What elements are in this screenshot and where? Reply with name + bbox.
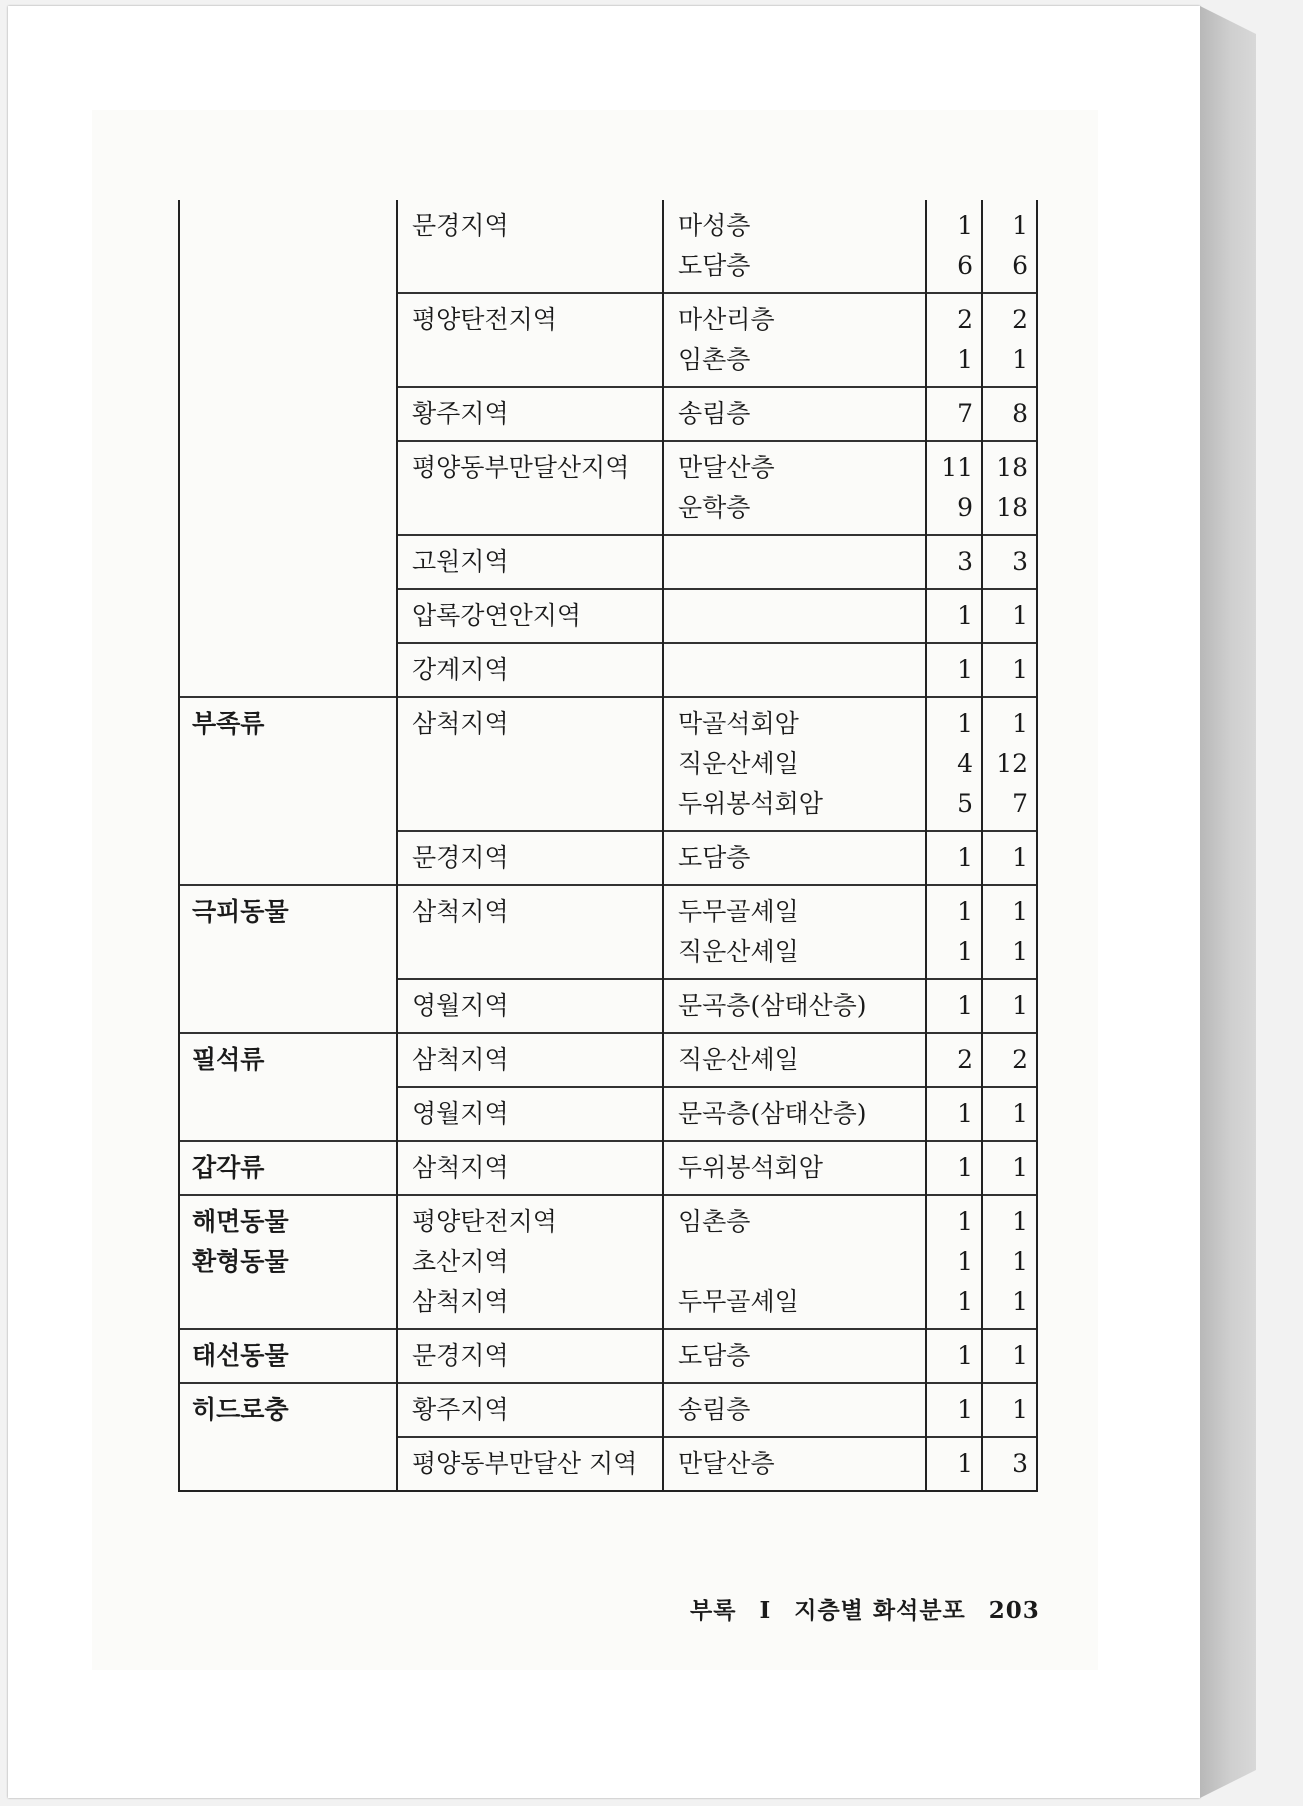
formation-cell-line: 두무골셰일 — [678, 1287, 799, 1316]
group-cell-line: 해면동물 — [192, 1207, 289, 1236]
region-cell-line: 고원지역 — [412, 547, 509, 576]
count-genera-cell-line: 1 — [957, 1099, 973, 1128]
count-genera-cell-line: 1 — [957, 1153, 973, 1182]
count-genera-cell — [926, 1087, 982, 1141]
formation-cell-line: 두무골셰일 — [678, 897, 799, 926]
count-genera-cell-line: 1 — [957, 991, 973, 1020]
page-number: 203 — [988, 1597, 1040, 1624]
count-genera-cell-line: 1 — [957, 211, 973, 240]
table-row — [179, 535, 1037, 589]
group-cell-line — [192, 595, 396, 635]
group-cell-line: 태선동물 — [192, 1341, 289, 1370]
group-cell — [179, 1329, 397, 1383]
formation-cell-line: 임촌층 — [678, 345, 751, 374]
count-genera-cell — [926, 885, 982, 979]
formation-cell-line: 두위봉석회암 — [678, 789, 823, 818]
count-species-cell-line: 1 — [1012, 991, 1028, 1020]
count-species-cell-line: 1 — [1012, 709, 1028, 738]
table-row — [179, 200, 1037, 293]
count-genera-cell-line: 6 — [957, 251, 973, 280]
count-species-cell-line: 18 — [996, 493, 1028, 522]
count-species-cell-line: 1 — [1012, 345, 1028, 374]
count-species-cell-line: 7 — [1012, 789, 1028, 818]
count-species-cell-line: 1 — [1012, 1247, 1028, 1276]
group-cell — [179, 1141, 397, 1195]
group-cell-line — [192, 1093, 396, 1133]
count-genera-cell-line: 11 — [941, 453, 973, 482]
table-row — [179, 589, 1037, 643]
count-genera-cell — [926, 1141, 982, 1195]
footer-roman-numeral: I — [759, 1597, 772, 1624]
formation-cell-line: 직운산셰일 — [678, 937, 799, 966]
count-species-cell-line: 12 — [996, 749, 1028, 778]
group-cell — [179, 885, 397, 979]
count-genera-cell-line: 3 — [957, 547, 973, 576]
count-species-cell-line: 1 — [1012, 1287, 1028, 1316]
group-cell — [179, 441, 397, 535]
region-cell-line: 삼척지역 — [412, 1045, 509, 1074]
count-genera-cell-line: 1 — [957, 1395, 973, 1424]
formation-cell — [663, 441, 926, 535]
footer-section: 부록 — [690, 1597, 737, 1624]
region-cell-line: 영월지역 — [412, 1099, 509, 1128]
region-cell-line: 문경지역 — [412, 211, 509, 240]
count-species-cell — [982, 441, 1037, 535]
formation-cell — [663, 885, 926, 979]
formation-cell — [663, 1195, 926, 1329]
table-row — [179, 1383, 1037, 1437]
count-genera-cell-line: 1 — [957, 1247, 973, 1276]
region-cell — [397, 1329, 663, 1383]
count-species-cell-line: 1 — [1012, 1207, 1028, 1236]
group-cell — [179, 200, 397, 293]
count-species-cell-line: 3 — [1012, 547, 1028, 576]
group-cell — [179, 697, 397, 831]
formation-cell — [663, 1437, 926, 1491]
formation-cell-line: 송림층 — [678, 399, 751, 428]
formation-cell — [663, 1329, 926, 1383]
count-species-cell — [982, 1437, 1037, 1491]
formation-cell-line: 임촌층 — [678, 1207, 751, 1236]
count-genera-cell — [926, 589, 982, 643]
formation-cell-line: 직운산셰일 — [678, 749, 799, 778]
formation-cell-line — [678, 650, 925, 690]
group-cell — [179, 1437, 397, 1491]
formation-cell — [663, 831, 926, 885]
count-genera-cell-line: 9 — [957, 493, 973, 522]
count-species-cell — [982, 535, 1037, 589]
count-genera-cell — [926, 1195, 982, 1329]
count-genera-cell — [926, 1329, 982, 1383]
count-genera-cell-line: 1 — [957, 937, 973, 966]
region-cell — [397, 697, 663, 831]
formation-cell-line: 막골석회암 — [678, 709, 799, 738]
count-genera-cell-line: 1 — [957, 655, 973, 684]
count-genera-cell-line: 1 — [957, 1207, 973, 1236]
count-genera-cell-line: 1 — [957, 897, 973, 926]
formation-cell — [663, 535, 926, 589]
count-species-cell-line: 1 — [1012, 1099, 1028, 1128]
formation-cell-line: 만달산층 — [678, 1449, 775, 1478]
region-cell — [397, 387, 663, 441]
group-cell — [179, 1383, 397, 1437]
group-cell-line: 부족류 — [192, 709, 265, 738]
formation-cell-line: 직운산셰일 — [678, 1045, 799, 1074]
count-species-cell-line: 1 — [1012, 1153, 1028, 1182]
formation-cell — [663, 589, 926, 643]
count-species-cell-line: 2 — [1012, 305, 1028, 334]
group-cell-line: 갑각류 — [192, 1153, 265, 1182]
group-cell — [179, 387, 397, 441]
region-cell-line: 초산지역 — [412, 1247, 509, 1276]
group-cell — [179, 1033, 397, 1087]
table-row — [179, 979, 1037, 1033]
group-cell-line: 환형동물 — [192, 1247, 289, 1276]
page-footer — [690, 1592, 1054, 1625]
count-species-cell-line: 6 — [1012, 251, 1028, 280]
count-species-cell — [982, 885, 1037, 979]
region-cell — [397, 200, 663, 293]
count-species-cell-line: 1 — [1012, 211, 1028, 240]
formation-cell-line: 만달산층 — [678, 453, 775, 482]
group-cell-line — [192, 447, 396, 487]
count-species-cell — [982, 1383, 1037, 1437]
count-species-cell-line: 1 — [1012, 1395, 1028, 1424]
group-cell — [179, 1195, 397, 1329]
count-genera-cell-line: 1 — [957, 601, 973, 630]
count-genera-cell — [926, 293, 982, 387]
group-cell-line — [192, 649, 396, 689]
count-species-cell — [982, 200, 1037, 293]
group-cell — [179, 831, 397, 885]
region-cell-line: 평양동부만달산 지역 — [412, 1449, 638, 1478]
count-species-cell — [982, 387, 1037, 441]
region-cell-line: 문경지역 — [412, 1341, 509, 1370]
count-species-cell — [982, 697, 1037, 831]
region-cell-line: 황주지역 — [412, 1395, 509, 1424]
group-cell-line — [192, 393, 396, 433]
count-species-cell — [982, 1141, 1037, 1195]
formation-cell — [663, 1141, 926, 1195]
count-genera-cell-line: 1 — [957, 1341, 973, 1370]
count-genera-cell — [926, 697, 982, 831]
formation-cell-line: 도담층 — [678, 1341, 751, 1370]
region-cell — [397, 441, 663, 535]
region-cell — [397, 1437, 663, 1491]
count-genera-cell — [926, 535, 982, 589]
count-species-cell-line: 1 — [1012, 655, 1028, 684]
region-cell — [397, 643, 663, 697]
count-species-cell — [982, 1033, 1037, 1087]
formation-cell-line: 문곡층(삼태산층) — [678, 1099, 867, 1128]
table-row — [179, 697, 1037, 831]
region-cell — [397, 293, 663, 387]
formation-cell-line: 두위봉석회암 — [678, 1153, 823, 1182]
region-cell — [397, 1033, 663, 1087]
count-genera-cell-line: 5 — [957, 789, 973, 818]
count-genera-cell-line: 2 — [957, 305, 973, 334]
group-cell — [179, 589, 397, 643]
count-species-cell — [982, 1329, 1037, 1383]
group-cell — [179, 1087, 397, 1141]
count-genera-cell — [926, 387, 982, 441]
table-row — [179, 1437, 1037, 1491]
count-species-cell-line: 18 — [996, 453, 1028, 482]
region-cell-line: 압록강연안지역 — [412, 601, 582, 630]
count-genera-cell — [926, 1383, 982, 1437]
count-species-cell — [982, 979, 1037, 1033]
formation-cell-line: 운학층 — [678, 493, 751, 522]
count-genera-cell — [926, 831, 982, 885]
count-genera-cell-line: 1 — [957, 345, 973, 374]
table-row — [179, 1195, 1037, 1329]
region-cell — [397, 1141, 663, 1195]
table-row — [179, 1087, 1037, 1141]
count-genera-cell — [926, 1437, 982, 1491]
region-cell-line: 평양탄전지역 — [412, 1207, 557, 1236]
table-row — [179, 387, 1037, 441]
group-cell — [179, 979, 397, 1033]
region-cell-line: 삼척지역 — [412, 1153, 509, 1182]
count-genera-cell-line: 2 — [957, 1045, 973, 1074]
table-body — [179, 200, 1037, 1491]
count-genera-cell — [926, 441, 982, 535]
group-cell — [179, 535, 397, 589]
formation-cell — [663, 979, 926, 1033]
group-cell-line — [192, 837, 396, 877]
count-genera-cell — [926, 979, 982, 1033]
region-cell — [397, 535, 663, 589]
region-cell-line: 평양탄전지역 — [412, 305, 557, 334]
region-cell — [397, 589, 663, 643]
count-species-cell-line: 2 — [1012, 1045, 1028, 1074]
group-cell — [179, 293, 397, 387]
formation-cell — [663, 1033, 926, 1087]
count-species-cell-line: 1 — [1012, 897, 1028, 926]
region-cell — [397, 1195, 663, 1329]
group-cell-line: 필석류 — [192, 1045, 265, 1074]
region-cell-line: 문경지역 — [412, 843, 509, 872]
count-species-cell-line: 8 — [1012, 399, 1028, 428]
formation-cell — [663, 387, 926, 441]
formation-cell — [663, 293, 926, 387]
group-cell-line — [192, 985, 396, 1025]
table-row — [179, 1329, 1037, 1383]
formation-cell-line: 송림층 — [678, 1395, 751, 1424]
region-cell-line: 영월지역 — [412, 991, 509, 1020]
count-species-cell — [982, 293, 1037, 387]
region-cell-line: 강계지역 — [412, 655, 509, 684]
table-row — [179, 831, 1037, 885]
group-cell-line: 극피동물 — [192, 897, 289, 926]
formation-cell-line: 마성층 — [678, 211, 751, 240]
count-genera-cell — [926, 1033, 982, 1087]
region-cell — [397, 979, 663, 1033]
count-species-cell-line: 1 — [1012, 937, 1028, 966]
formation-cell — [663, 1383, 926, 1437]
region-cell-line: 평양동부만달산지역 — [412, 453, 630, 482]
count-species-cell — [982, 831, 1037, 885]
region-cell-line: 황주지역 — [412, 399, 509, 428]
group-cell-line — [192, 541, 396, 581]
count-genera-cell-line: 1 — [957, 709, 973, 738]
count-genera-cell-line: 7 — [957, 399, 973, 428]
count-species-cell-line: 1 — [1012, 601, 1028, 630]
formation-cell-line — [678, 1242, 925, 1282]
formation-cell-line: 도담층 — [678, 843, 751, 872]
count-genera-cell-line: 1 — [957, 1449, 973, 1478]
region-cell — [397, 1087, 663, 1141]
formation-cell-line: 도담층 — [678, 251, 751, 280]
formation-cell — [663, 697, 926, 831]
region-cell-line: 삼척지역 — [412, 709, 509, 738]
count-genera-cell-line: 1 — [957, 1287, 973, 1316]
table-row — [179, 293, 1037, 387]
count-species-cell — [982, 589, 1037, 643]
group-cell-line — [192, 1443, 396, 1483]
formation-cell-line — [678, 596, 925, 636]
region-cell — [397, 1383, 663, 1437]
count-species-cell — [982, 1195, 1037, 1329]
count-species-cell — [982, 643, 1037, 697]
count-species-cell-line: 1 — [1012, 843, 1028, 872]
table-row — [179, 643, 1037, 697]
formation-cell-line: 문곡층(삼태산층) — [678, 991, 867, 1020]
formation-cell — [663, 200, 926, 293]
count-genera-cell — [926, 643, 982, 697]
group-cell-line — [192, 299, 396, 339]
fossil-distribution-table — [178, 200, 1038, 1492]
footer-title: 지층별 화석분포 — [794, 1597, 966, 1624]
table-row — [179, 1033, 1037, 1087]
count-species-cell — [982, 1087, 1037, 1141]
formation-cell-line: 마산리층 — [678, 305, 775, 334]
formation-cell — [663, 643, 926, 697]
count-genera-cell — [926, 200, 982, 293]
formation-cell-line — [678, 542, 925, 582]
table-row — [179, 1141, 1037, 1195]
region-cell-line: 삼척지역 — [412, 1287, 509, 1316]
group-cell-line — [192, 206, 396, 246]
group-cell-line: 히드로충 — [192, 1395, 289, 1424]
count-species-cell-line: 1 — [1012, 1341, 1028, 1370]
table-row — [179, 441, 1037, 535]
region-cell — [397, 885, 663, 979]
table-row — [179, 885, 1037, 979]
count-genera-cell-line: 4 — [957, 749, 973, 778]
count-genera-cell-line: 1 — [957, 843, 973, 872]
region-cell — [397, 831, 663, 885]
formation-cell — [663, 1087, 926, 1141]
count-species-cell-line: 3 — [1012, 1449, 1028, 1478]
page-stack-edge — [1200, 6, 1256, 1798]
region-cell-line: 삼척지역 — [412, 897, 509, 926]
group-cell — [179, 643, 397, 697]
